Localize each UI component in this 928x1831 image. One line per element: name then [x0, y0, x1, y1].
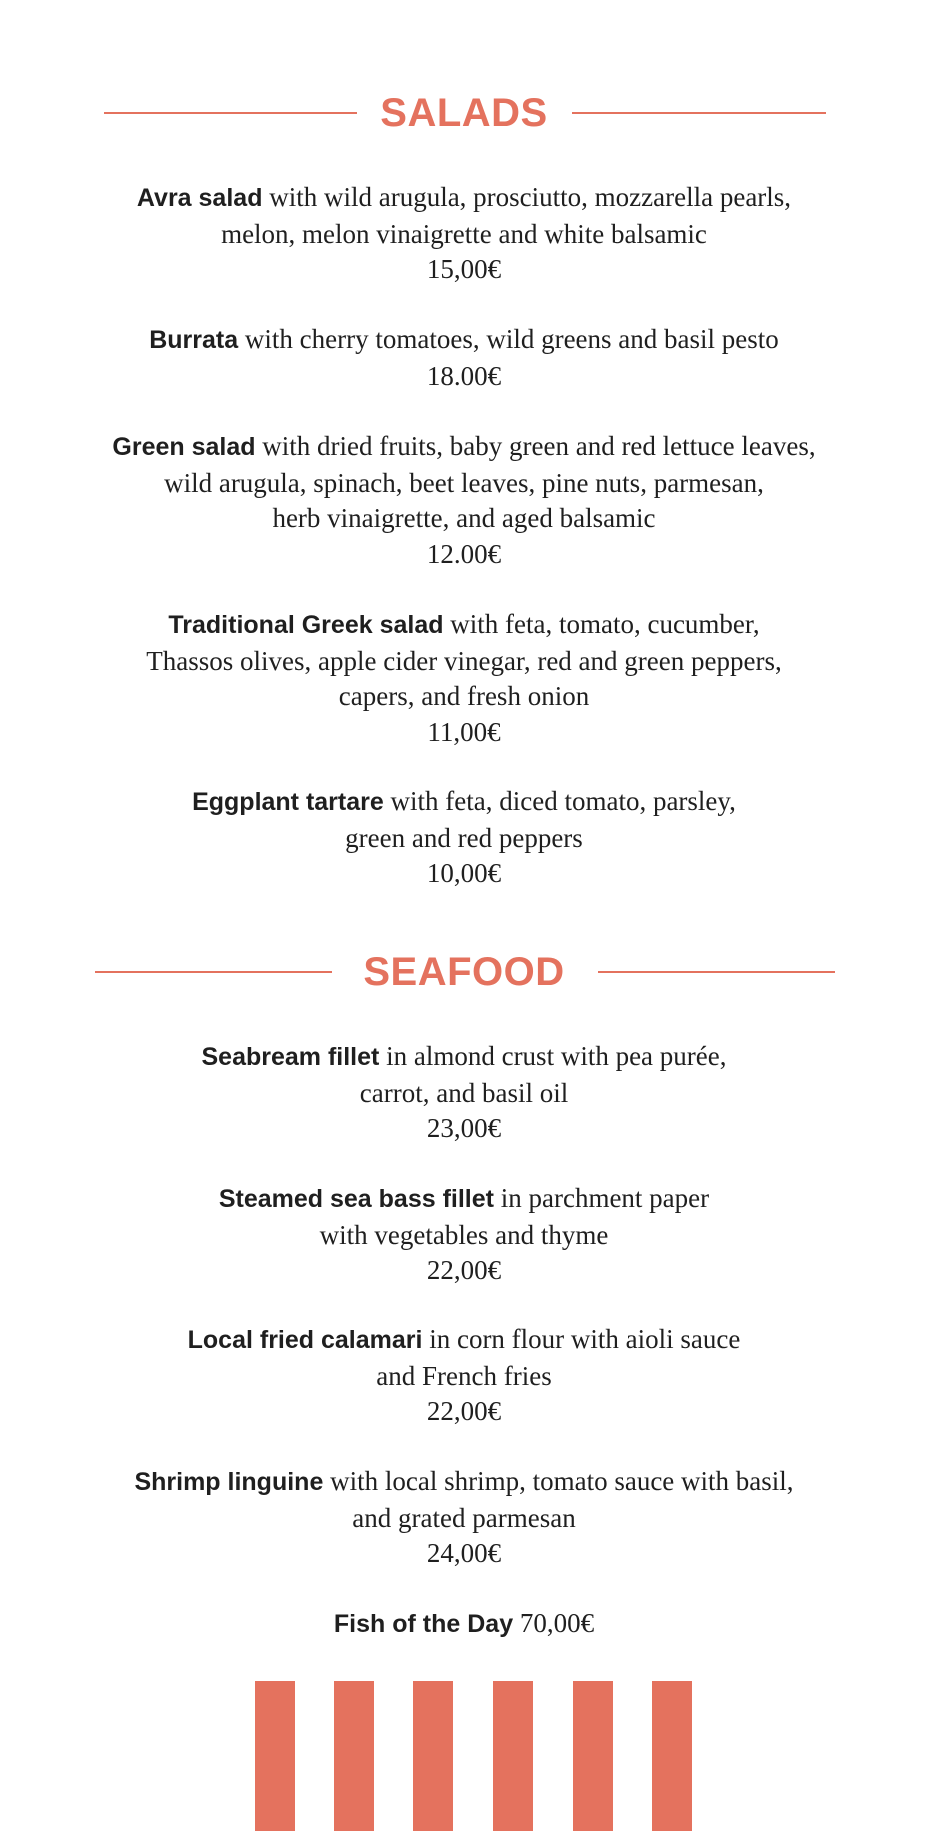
item-first-line — [0, 1464, 928, 1501]
item-price: 23,00€ — [426, 1113, 502, 1143]
item-first-line — [0, 180, 928, 217]
item-description-line: wild arugula, spinach, beet leaves, pine nuts, parmesan, — [164, 467, 764, 498]
item-description: with wild arugula, prosciutto, mozzarella pearls, — [262, 182, 792, 212]
item-description-line: herb vinaigrette, and aged balsamic — [272, 503, 656, 533]
seafood-item-seabass — [0, 1181, 928, 1289]
item-name: Steamed sea bass fillet — [218, 1185, 494, 1213]
item-first-line — [0, 322, 928, 359]
item-price: 22,00€ — [426, 1255, 502, 1285]
item-first-line — [0, 1606, 928, 1643]
seafood-rule-right — [598, 971, 835, 973]
item-first-line — [0, 607, 928, 644]
item-description-line: and French fries — [376, 1360, 552, 1391]
item-first-line — [0, 429, 928, 466]
decorative-stripe-4 — [493, 1681, 533, 1831]
item-price: 24,00€ — [426, 1538, 502, 1568]
item-description: in parchment paper — [493, 1183, 710, 1213]
salad-item-greek — [0, 607, 928, 750]
salad-item-green — [0, 429, 928, 572]
item-first-line — [0, 1039, 928, 1076]
seafood-item-fish-of-the-day — [0, 1606, 928, 1643]
item-price: 22,00€ — [426, 1396, 502, 1426]
seafood-item-calamari — [0, 1322, 928, 1430]
item-name: Eggplant tartare — [192, 788, 384, 816]
salad-item-avra — [0, 180, 928, 288]
item-price: 70,00€ — [513, 1608, 595, 1638]
item-first-line — [0, 1181, 928, 1218]
decorative-stripe-3 — [413, 1681, 453, 1831]
salads-header — [0, 88, 928, 138]
item-description: with feta, diced tomato, parsley, — [383, 786, 736, 816]
item-name: Burrata — [149, 326, 239, 354]
item-price: 18.00€ — [426, 360, 502, 391]
item-description: with feta, tomato, cucumber, — [443, 609, 760, 639]
item-description-line: melon, melon vinaigrette and white balsamic — [221, 218, 707, 249]
item-price: 10,00€ — [426, 858, 502, 888]
item-name: Green salad — [112, 433, 256, 461]
item-first-line — [0, 1322, 928, 1359]
item-name: Seabream fillet — [201, 1043, 380, 1071]
decorative-stripe-1 — [255, 1681, 295, 1831]
salad-item-burrata — [0, 322, 928, 394]
item-name: Traditional Greek salad — [168, 611, 444, 639]
item-price: 12.00€ — [426, 538, 502, 569]
salads-title: SALADS — [380, 91, 548, 135]
item-description-line: green and red peppers — [345, 822, 583, 853]
salads-rule-right — [572, 112, 826, 114]
item-name: Avra salad — [136, 184, 263, 212]
decorative-stripe-2 — [334, 1681, 374, 1831]
item-name: Fish of the Day — [333, 1610, 514, 1638]
salad-item-eggplant — [0, 784, 928, 892]
item-price: 11,00€ — [427, 716, 501, 747]
item-name: Local fried calamari — [187, 1326, 423, 1354]
item-description: with dried fruits, baby green and red lettuce leaves, — [255, 431, 816, 461]
item-description-line: and grated parmesan — [352, 1502, 576, 1533]
item-description: in almond crust with pea purée, — [379, 1041, 727, 1071]
item-description: with local shrimp, tomato sauce with basil, — [323, 1466, 794, 1496]
item-price: 15,00€ — [426, 254, 502, 284]
seafood-title: SEAFOOD — [363, 950, 565, 994]
seafood-header — [0, 947, 928, 997]
item-name: Shrimp linguine — [134, 1468, 324, 1496]
item-description-line: with vegetables and thyme — [319, 1219, 609, 1250]
seafood-item-shrimp-linguine — [0, 1464, 928, 1572]
item-description: with cherry tomatoes, wild greens and basil pesto — [238, 324, 779, 354]
item-description-line: carrot, and basil oil — [359, 1077, 569, 1108]
item-description-line: Thassos olives, apple cider vinegar, red and green peppers, — [146, 645, 782, 676]
seafood-item-seabream — [0, 1039, 928, 1147]
item-description-line: capers, and fresh onion — [338, 681, 590, 711]
decorative-stripe-6 — [652, 1681, 692, 1831]
decorative-stripe-5 — [573, 1681, 613, 1831]
item-description: in corn flour with aioli sauce — [422, 1324, 741, 1354]
item-first-line — [0, 784, 928, 821]
